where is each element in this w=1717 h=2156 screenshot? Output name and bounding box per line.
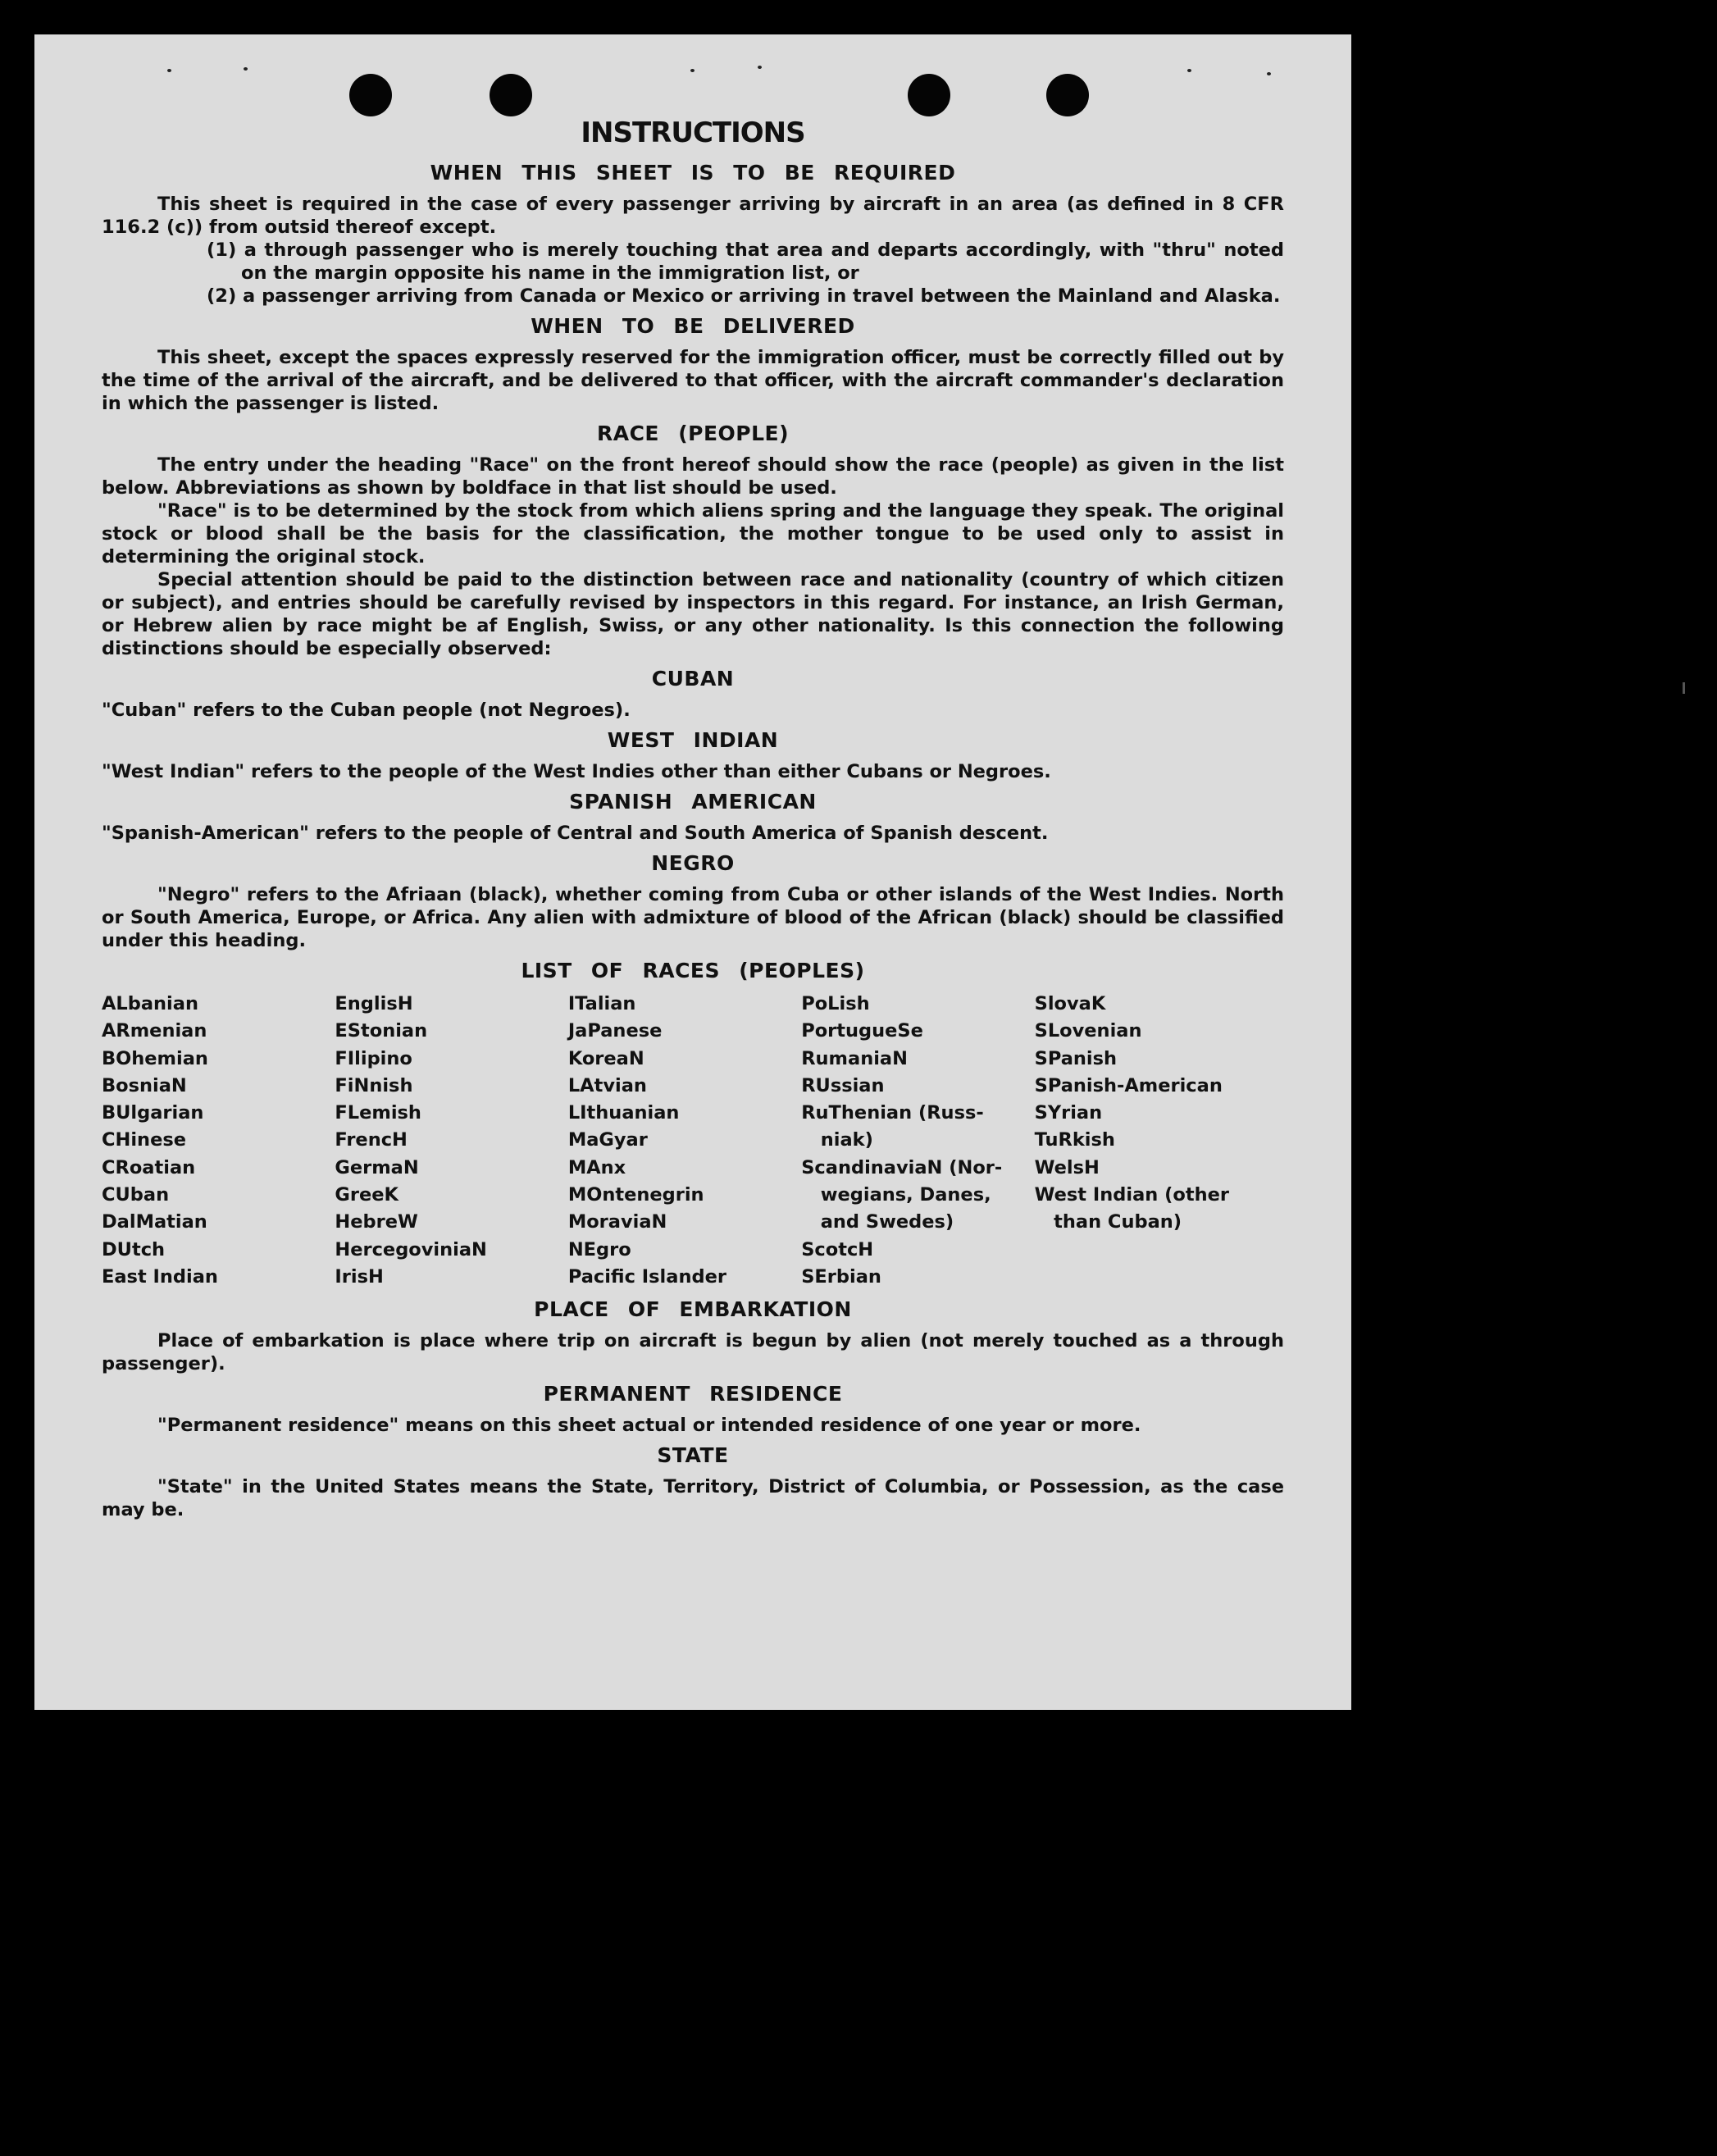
races-column — [1035, 991, 1268, 1291]
race-entry: DalMatian — [102, 1211, 207, 1233]
required-item-1: (1) a through passenger who is merely touching that area and departs accordingly, with "thru" noted on the margin opposite his name in the immigration list, or — [207, 239, 1284, 284]
section-heading-residence: PERMANENT RESIDENCE — [543, 1382, 843, 1406]
punch-hole — [908, 74, 950, 116]
race-entry: TuRkish — [1034, 1129, 1115, 1151]
west-indian-text: "West Indian" refers to the people of the West Indies other than either Cubans or Negroes. — [102, 761, 1051, 782]
race-entry: CRoatian — [102, 1156, 196, 1178]
punch-hole — [1046, 74, 1089, 116]
race-entry: FiNnish — [335, 1074, 413, 1096]
embarkation-text: Place of embarkation is place where trip on aircraft is begun by alien (not merely touched as a through passenger). — [102, 1330, 1284, 1375]
race-entry: ARmenian — [102, 1020, 207, 1042]
speck — [690, 69, 695, 72]
speck — [1267, 72, 1271, 75]
races-column — [801, 991, 1034, 1291]
race-entry: SErbian — [801, 1265, 881, 1288]
race-entry: WelsH — [1034, 1156, 1100, 1178]
race-entry: BOhemian — [102, 1047, 208, 1069]
race-entry: GermaN — [335, 1156, 419, 1178]
section-heading-negro: NEGRO — [651, 851, 735, 875]
race-entry: PortugueSe — [801, 1020, 923, 1042]
race-entry: niak) — [801, 1129, 873, 1151]
race-entry: HebreW — [335, 1211, 418, 1233]
race-entry: and Swedes) — [801, 1211, 954, 1233]
page-title: INSTRUCTIONS — [581, 116, 805, 149]
section-heading-west-indian: WEST INDIAN — [607, 728, 779, 752]
spanish-american-text: "Spanish-American" refers to the people of Central and South America of Spanish descent. — [102, 823, 1049, 844]
required-intro: This sheet is required in the case of every passenger arriving by aircraft in an area (as defined in 8 CFR 116.2 (c)) from outsid thereof except. — [102, 194, 1284, 238]
race-entry: SlovaK — [1034, 993, 1106, 1014]
delivered-text: This sheet, except the spaces expressly reserved for the immigration officer, must be correctly filled out by the time of the arrival of the aircraft, and be delivered to that officer, with the aircraft commander's declaration in which the passenger is listed. — [102, 347, 1284, 414]
race-entry: RUssian — [801, 1074, 885, 1096]
race-entry: RuThenian (Russ- — [801, 1102, 984, 1124]
race-entry: MaGyar — [567, 1129, 648, 1151]
race-entry: FrencH — [335, 1129, 408, 1151]
list-of-races-heading: LIST OF RACES (PEOPLES) — [521, 959, 865, 982]
race-entry: HercegoviniaN — [335, 1238, 487, 1260]
race-entry: PoLish — [801, 993, 870, 1014]
speck — [167, 69, 171, 72]
section-heading-state: STATE — [657, 1443, 729, 1468]
race-entry: wegians, Danes, — [801, 1184, 991, 1206]
race-entry: DUtch — [102, 1238, 166, 1260]
negro-text: "Negro" refers to the Afriaan (black), whether coming from Cuba or other islands of the West Indies. North or South America, Europe, or Africa. Any alien with admixture of blood of the African (black) should be classified under this heading. — [102, 884, 1284, 951]
section-heading-race: RACE (PEOPLE) — [596, 422, 790, 445]
cuban-text: "Cuban" refers to the Cuban people (not Negroes). — [102, 700, 631, 721]
section-heading-cuban: CUBAN — [651, 667, 735, 691]
section-heading-required: WHEN THIS SHEET IS TO BE REQUIRED — [430, 161, 956, 185]
race-entry: SYrian — [1034, 1102, 1103, 1124]
race-entry: SLovenian — [1034, 1020, 1142, 1042]
speck — [758, 66, 762, 69]
race-entry: Pacific Islander — [567, 1265, 726, 1288]
race-entry: FLemish — [335, 1102, 421, 1124]
state-text: "State" in the United States means the State, Territory, District of Columbia, or Possession, as the case may be. — [102, 1476, 1284, 1521]
race-paragraph-3: Special attention should be paid to the distinction between race and nationality (country of which citizen or subject), and entries should be carefully revised by inspectors in this regard. For instance, an Irish German, or Hebrew alien by race might be af English, Swiss, or any other nationality. Is this connection the following distinctions should be especially observed: — [102, 569, 1284, 659]
race-entry: MAnx — [567, 1156, 626, 1178]
race-entry: ALbanian — [102, 993, 198, 1014]
residence-text: "Permanent residence" means on this sheet actual or intended residence of one year or more. — [157, 1415, 1141, 1437]
race-entry: BUlgarian — [102, 1102, 204, 1124]
race-entry: KoreaN — [567, 1047, 644, 1069]
race-entry: SPanish-American — [1034, 1074, 1223, 1096]
speck — [244, 67, 248, 71]
race-entry: IrisH — [335, 1265, 384, 1288]
race-entry: than Cuban) — [1034, 1211, 1182, 1233]
race-entry: FIlipino — [335, 1047, 412, 1069]
scan-mark — [1683, 682, 1685, 694]
section-heading-delivered: WHEN TO BE DELIVERED — [531, 314, 855, 338]
race-entry: MoraviaN — [567, 1211, 667, 1233]
races-column — [102, 991, 335, 1291]
punch-hole — [490, 74, 532, 116]
races-column — [335, 991, 567, 1291]
race-entry: ScotcH — [801, 1238, 874, 1260]
instruction-sheet — [34, 34, 1351, 1710]
race-entry: MOntenegrin — [567, 1184, 704, 1206]
section-heading-embarkation: PLACE OF EMBARKATION — [534, 1297, 852, 1322]
race-entry: ITalian — [567, 993, 636, 1014]
section-heading-spanish-american: SPANISH AMERICAN — [569, 790, 817, 814]
race-paragraph-1: The entry under the heading "Race" on the front hereof should show the race (people) as given in the list below. Abbreviations as shown by boldface in that list should be used. — [102, 454, 1284, 499]
race-entry: LAtvian — [567, 1074, 647, 1096]
race-entry: LIthuanian — [567, 1102, 680, 1124]
race-entry: CUban — [102, 1184, 170, 1206]
punch-hole — [349, 74, 392, 116]
races-list — [102, 991, 1284, 1291]
race-entry: JaPanese — [567, 1020, 663, 1042]
race-entry: BosniaN — [102, 1074, 187, 1096]
race-entry: EnglisH — [335, 993, 413, 1014]
races-column — [568, 991, 801, 1291]
speck — [1187, 69, 1191, 72]
required-item-2: (2) a passenger arriving from Canada or Mexico or arriving in travel between the Mainland and Alaska. — [207, 285, 1281, 307]
race-entry: EStonian — [335, 1020, 428, 1042]
race-entry: East Indian — [102, 1265, 218, 1288]
race-entry: GreeK — [335, 1184, 399, 1206]
race-paragraph-2: "Race" is to be determined by the stock from which aliens spring and the language they speak. The original stock or blood shall be the basis for the classification, the mother tongue to be used only to assist in determining the original stock. — [102, 500, 1284, 567]
race-entry: NEgro — [567, 1238, 631, 1260]
race-entry: ScandinaviaN (Nor- — [801, 1156, 1003, 1178]
race-entry: West Indian (other — [1034, 1184, 1229, 1206]
race-entry: CHinese — [102, 1129, 186, 1151]
race-entry: SPanish — [1034, 1047, 1118, 1069]
race-entry: RumaniaN — [801, 1047, 908, 1069]
